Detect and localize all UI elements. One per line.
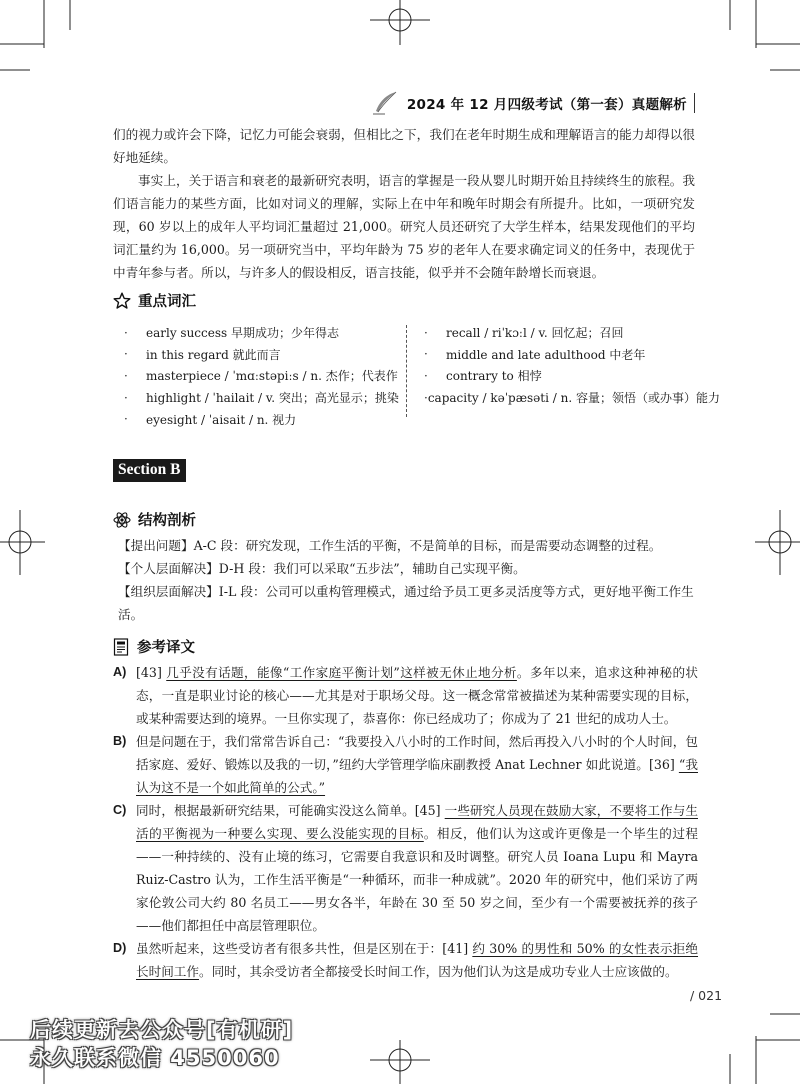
structure-body bbox=[118, 534, 698, 626]
star-icon bbox=[113, 292, 131, 310]
translation-paragraph-c: C) 同时，根据最新研究结果，可能确实没这么简单。[45] 一些研究人员现在鼓励大家，不要将工作与生活的平衡视为一种要么实现、要么没能实现的目标。相反，他们认为这或许更像是一个毕生的过程——一种持续的、没有止境的练习，它需要自我意识和及时调整。研究人员 Ioana Lupu 和 Mayra Ruiz-Castro 认为，工作生活平衡是“一种循环，而非一种成就”。2020 年的研究中，他们采访了两家伦敦公司大约 80 名员工——男女各半，年龄在 30 至 50 岁之间，至少有一个需要被抚养的孩子——他们都担任中高层管理职位。 bbox=[113, 799, 698, 937]
intro-paragraph-1: 们的视力或许会下降，记忆力可能会衰弱，但相比之下，我们在老年时期生成和理解语言的能力却得以很好地延续。 bbox=[113, 127, 695, 165]
structure-heading-label: 结构剖析 bbox=[138, 513, 196, 529]
vocab-list-left bbox=[124, 322, 404, 430]
vocab-heading-label: 重点词汇 bbox=[138, 294, 196, 310]
paragraph-label: D) bbox=[113, 941, 127, 955]
watermark-line-1: 后续更新去公众号[有机研] bbox=[30, 1018, 294, 1042]
section-b-label: Section B bbox=[113, 459, 186, 482]
vocab-item: · eyesight / ˈaisait / n. 视力 bbox=[124, 412, 297, 427]
vocab-bullet: · bbox=[424, 390, 428, 405]
paragraph-label: C) bbox=[113, 803, 127, 817]
vocab-bullet: · bbox=[424, 347, 428, 362]
running-header bbox=[371, 92, 695, 114]
translation-paragraph-b: B) 但是问题在于，我们常常告诉自己：“我要投入八小时的工作时间，然后再投入八小时的个人时间，包括家庭、爱好、锻炼以及我的一切，”纽约大学管理学临床副教授 Anat Lechner 如此说道。[36] “我认为这不是一个如此简单的公式。” bbox=[113, 730, 698, 799]
vocab-divider bbox=[406, 325, 407, 417]
translation-heading-label: 参考译文 bbox=[137, 640, 195, 656]
vocab-bullet: · bbox=[124, 412, 128, 427]
quill-icon bbox=[371, 90, 399, 116]
vocab-item: · early success 早期成功；少年得志 bbox=[124, 325, 339, 341]
vocab-bullet: · bbox=[124, 347, 128, 362]
vocab-item: · contrary to 相悖 bbox=[424, 368, 542, 384]
vocab-item: · middle and late adulthood 中老年 bbox=[424, 347, 646, 362]
vocab-item: · masterpiece / ˈmɑːstəpiːs / n. 杰作；代表作 bbox=[124, 368, 398, 384]
page-number: / 021 bbox=[690, 988, 723, 1003]
structure-line: 【组织层面解决】I-L 段：公司可以重构管理模式，通过给予员工更多灵活度等方式，更好地平衡工作生活。 bbox=[118, 584, 694, 622]
vocab-item: · in this regard 就此而言 bbox=[124, 347, 281, 362]
vocab-item: · recall / riˈkɔːl / v. 回忆起；召回 bbox=[424, 325, 624, 341]
structure-line: 【提出问题】A-C 段：研究发现，工作生活的平衡，不是简单的目标，而是需要动态调整的过程。 bbox=[118, 538, 662, 553]
structure-heading bbox=[113, 509, 196, 530]
translation-paragraph-d: D) 虽然听起来，这些受访者有很多共性，但是区别在于：[41] 约 30% 的男性和 50% 的女性表示拒绝长时间工作。同时，其余受访者全都接受长时间工作，因为他们认为这是成功专业人士应该做的。 bbox=[113, 937, 698, 983]
header-title: 2024 年 12 月四级考试（第一套）真题解析 bbox=[407, 93, 695, 113]
paragraph-label: B) bbox=[113, 734, 127, 748]
vocab-bullet: · bbox=[124, 325, 128, 340]
translation-heading bbox=[113, 636, 195, 657]
vocab-item: · highlight / ˈhailait / v. 突出；高光显示；挑染 bbox=[124, 390, 399, 406]
answer-underline: 约 30% 的男性和 50% 的女性表示拒绝长时间工作 bbox=[136, 941, 699, 979]
translation-paragraph-a: A) [43] 几乎没有话题，能像“工作家庭平衡计划”这样被无休止地分析。多年以来，追求这种神秘的状态，一直是职业讨论的核心——尤其是对于职场父母。这一概念常常被描述为某种需要实现的目标，或某种需要达到的境界。一旦你实现了，恭喜你：你已经成功了；你成为了 21 世纪的成功人士。 bbox=[113, 661, 698, 730]
intro-text bbox=[113, 123, 695, 284]
vocab-bullet: · bbox=[124, 390, 128, 405]
paragraph-label: A) bbox=[113, 665, 127, 679]
answer-underline: 一些研究人员现在鼓励大家，不要将工作与生活的平衡视为一种要么实现、要么没能实现的目标 bbox=[136, 803, 698, 841]
vocab-bullet: · bbox=[124, 368, 128, 383]
structure-line: 【个人层面解决】D-H 段：我们可以采取“五步法”，辅助自己实现平衡。 bbox=[118, 561, 526, 576]
vocab-heading bbox=[113, 290, 196, 311]
vocab-list-right bbox=[424, 322, 720, 408]
translation-body bbox=[113, 661, 698, 983]
intro-paragraph-2: 事实上，关于语言和衰老的最新研究表明，语言的掌握是一段从婴儿时期开始且持续终生的旅程。我们语言能力的某些方面，比如对词义的理解，实际上在中年和晚年时期会有所提升。比如，一项研究发现，60 岁以上的成年人平均词汇量超过 21,000。研究人员还研究了大学生样本，结果发现他们的平均词汇量约为 16,000。另一项研究当中，平均年龄为 75 岁的老年人在要求确定词义的任务中，表现优于中青年参与者。所以，与许多人的假设相反，语言技能，似乎并不会随年龄增长而衰退。 bbox=[113, 173, 695, 280]
vocab-item: · capacity / kəˈpæsəti / n. 容量；领悟（或办事）能力 bbox=[424, 390, 720, 406]
vocab-bullet: · bbox=[424, 325, 428, 340]
answer-underline: 几乎没有话题，能像“工作家庭平衡计划”这样被无休止地分析 bbox=[166, 665, 517, 680]
answer-underline: “我认为这不是一个如此简单的公式。” bbox=[136, 757, 698, 795]
vocab-bullet: · bbox=[424, 368, 428, 383]
document-icon bbox=[113, 638, 130, 656]
watermark-line-2: 永久联系微信 4550060 bbox=[30, 1046, 280, 1070]
atom-icon bbox=[113, 511, 131, 529]
